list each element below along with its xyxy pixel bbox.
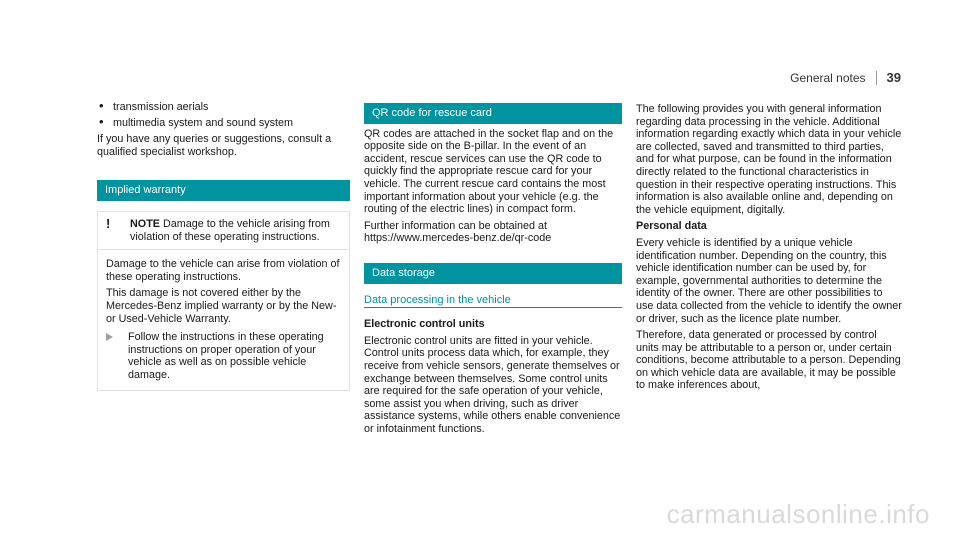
column-middle	[364, 95, 622, 439]
note-box-header	[97, 211, 350, 249]
watermark-text: carmanualsonline.info	[666, 499, 930, 529]
section-title: General notes	[790, 71, 866, 85]
note-paragraph: Damage to the vehicle can arise from violation of these operating instructions.	[106, 258, 340, 283]
note-step	[106, 331, 341, 381]
intro-paragraph: The following provides you with general information regarding data processing in the vehicle. Additional information regarding exactly which data in your vehicle are collected, saved and transmitted to third parties, and for what purpose, can be found in the information directly related to the functional characteristics in question in their respective operating instructions. This information is also available online and, depending on the vehicle equipment, digitally.	[636, 103, 902, 216]
heading-personal-data: Personal data	[636, 220, 707, 233]
note-title-text	[130, 218, 341, 243]
control-units-paragraph: Electronic control units are fitted in your vehicle. Control units process data which, for example, they receive from vehicle sensors, generate themselves or exchange between themselves. Some control units are required for the safe operation of your vehicle, some assist you when driving, such as driver assistance systems, while others enable convenience or infotainment functions.	[364, 334, 621, 435]
section-bar-implied-warranty: Implied warranty	[97, 180, 350, 201]
note-box-body	[97, 249, 350, 390]
intro-paragraph: If you have any queries or suggestions, consult a qualified specialist workshop.	[97, 133, 332, 158]
section-bar-data-storage: Data storage	[364, 263, 622, 284]
qr-paragraph: QR codes are attached in the socket flap and on the opposite side on the B-pillar. In the event of an accident, rescue services can use the QR code to quickly find the appropriate rescue card for your vehicle. The current rescue card contains the most important information about your vehicle (e.g. the routing of the electric lines) in compact form.	[364, 127, 614, 216]
column-right	[636, 95, 902, 396]
list-item: • transmission aerials	[97, 101, 350, 114]
list-item: • multimedia system and sound system	[97, 117, 350, 130]
attribution-paragraph: Therefore, data generated or processed by control units may be attributable to a person or, under certain conditions, become attributable to a person. Depending on which vehicle data are available, it may be possible to make inferences about,	[636, 329, 901, 392]
subheading-data-processing: Data processing in the vehicle	[364, 294, 622, 309]
section-bar-qr-code: QR code for rescue card	[364, 103, 622, 124]
column-left	[97, 95, 350, 391]
bullet-list	[97, 101, 350, 129]
header-divider	[876, 71, 877, 85]
qr-link-paragraph: Further information can be obtained at https://www.mercedes-benz.de/qr-code	[364, 219, 552, 245]
arrow-right-icon	[106, 331, 128, 381]
note-label: NOTE	[130, 217, 160, 230]
personal-data-paragraph: Every vehicle is identified by a unique vehicle identification number. Depending on the country, this vehicle identification number can be used by, for example, governmental authorities to determine the identity of the owner. There are other possibilities to use data collected from the vehicle to identify the owner or driver, such as the licence plate number.	[636, 236, 902, 325]
note-title: Damage to the vehicle arising from violation of these operating instructions.	[130, 217, 330, 243]
note-paragraph: This damage is not covered either by the Mercedes-Benz implied warranty or by the New- or Used-Vehicle Warranty.	[106, 287, 337, 325]
warning-icon: !	[106, 215, 111, 231]
page-number: 39	[886, 70, 901, 85]
note-step-text: Follow the instructions in these operating instructions on proper operation of your vehicle as well as on possible vehicle damage.	[128, 331, 324, 381]
page-header	[790, 70, 901, 85]
heading-control-units: Electronic control units	[364, 318, 485, 331]
